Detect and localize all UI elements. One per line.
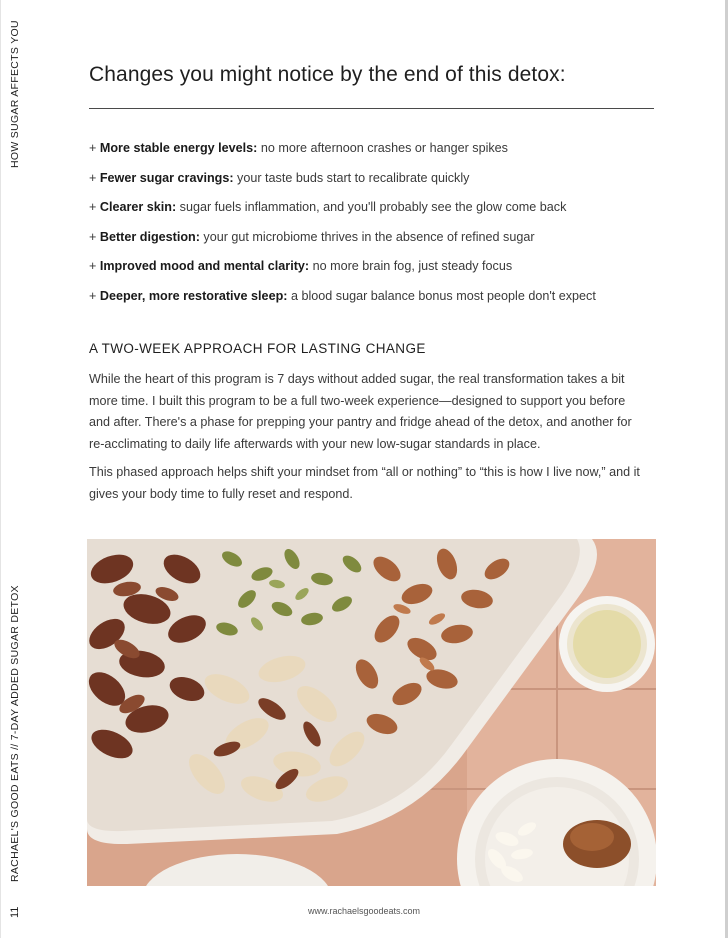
footer-url: www.rachaelsgoodeats.com xyxy=(307,906,421,916)
benefit-text: no more brain fog, just steady focus xyxy=(309,259,513,273)
list-item xyxy=(89,257,596,287)
benefit-text: sugar fuels inflammation, and you'll probably see the glow come back xyxy=(176,200,567,214)
benefit-title: Improved mood and mental clarity: xyxy=(99,259,310,273)
nuts-seeds-photo xyxy=(87,539,656,886)
benefits-list xyxy=(89,139,596,316)
list-item xyxy=(89,228,596,258)
benefit-title: Deeper, more restorative sleep: xyxy=(99,288,288,303)
benefit-title: Clearer skin: xyxy=(99,200,177,214)
bullet-plus: + xyxy=(89,229,100,244)
bullet-plus: + xyxy=(89,141,100,155)
benefit-text: your taste buds start to recalibrate quickly xyxy=(233,170,470,185)
bullet-plus: + xyxy=(89,288,100,303)
benefit-title: Better digestion: xyxy=(99,229,200,244)
section-paragraph-1: While the heart of this program is 7 days without added sugar, the real transformation takes a bit more time. I built this program to be a full two-week experience—designed to support you before and after. There's a phase for prepping your pantry and fridge ahead of the detox, and another for re-acclimating to daily life afterwards with your new low-sugar standards in place. xyxy=(89,372,632,451)
list-item xyxy=(89,287,596,317)
bullet-plus: + xyxy=(89,259,100,273)
page-left-edge xyxy=(0,0,1,938)
sidebar-brand-label: RACHAEL'S GOOD EATS // 7-DAY ADDED SUGAR DETOX xyxy=(9,585,21,882)
title-divider xyxy=(89,108,654,109)
benefit-title: More stable energy levels: xyxy=(99,141,258,155)
benefit-title: Fewer sugar cravings: xyxy=(99,170,234,185)
list-item xyxy=(89,169,596,199)
section-paragraph-2: This phased approach helps shift your mindset from “all or nothing” to “this is how I live now,” and it gives your body time to fully reset and respond. xyxy=(89,465,640,501)
benefit-text: no more afternoon crashes or hanger spikes xyxy=(257,141,508,155)
bullet-plus: + xyxy=(89,200,100,214)
photo-illustration xyxy=(87,539,656,886)
page-title: Changes you might notice by the end of this detox: xyxy=(89,63,566,86)
list-item xyxy=(89,198,596,228)
page-number: 11 xyxy=(9,906,21,918)
benefit-text: a blood sugar balance bonus most people don't expect xyxy=(287,288,596,303)
list-item xyxy=(89,139,596,169)
benefit-text: your gut microbiome thrives in the absence of refined sugar xyxy=(199,229,535,244)
section-heading: A TWO-WEEK APPROACH FOR LASTING CHANGE xyxy=(89,341,426,356)
bullet-plus: + xyxy=(89,170,100,185)
sidebar-section-label: HOW SUGAR AFFECTS YOU xyxy=(9,20,21,168)
